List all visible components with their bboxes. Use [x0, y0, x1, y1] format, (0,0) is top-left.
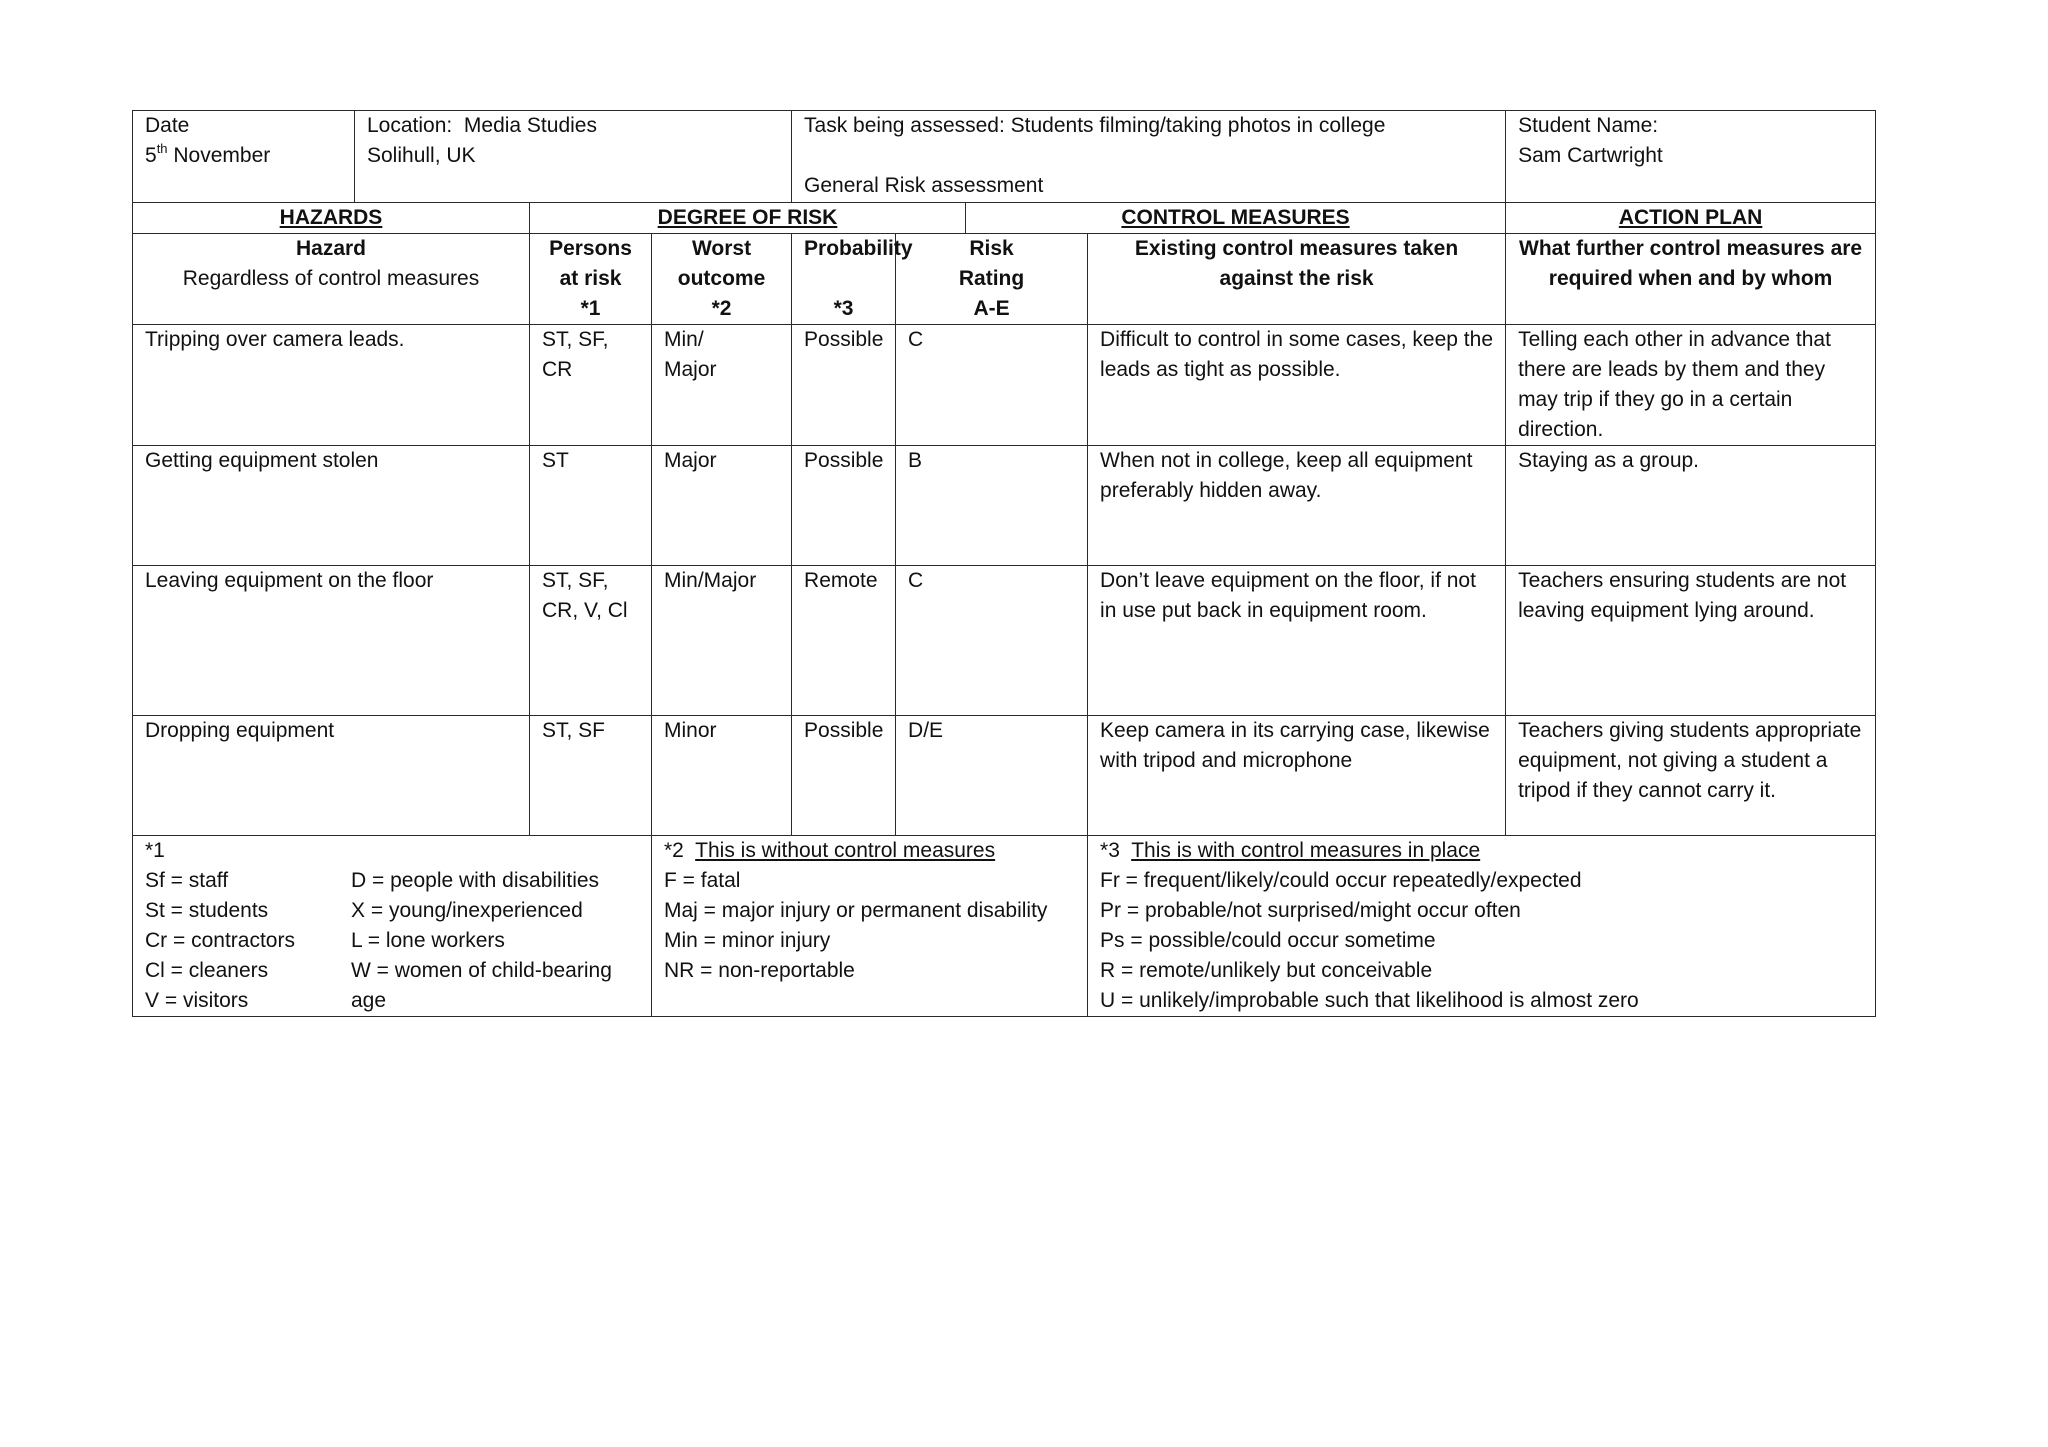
location-label: Location: Media Studies	[367, 114, 597, 137]
col-risk-rating: Risk Rating A-E	[896, 234, 1088, 325]
legend-row	[133, 836, 1876, 1017]
col-probability: Probability *3	[792, 234, 896, 325]
control-cell: Don’t leave equipment on the floor, if not in use put back in equipment room.	[1088, 566, 1506, 716]
probability-cell: Possible	[792, 716, 896, 836]
persons-cell: ST	[530, 446, 652, 566]
col-hazard	[133, 234, 530, 325]
control-cell: When not in college, keep all equipment preferably hidden away.	[1088, 446, 1506, 566]
legend-persons-key: *1 Sf = staff D = people with disabilities St = students X = young/inexperienced Cr = contractors L = lone workers Cl = cleaners W = women of child-bearing V = visitors age	[133, 836, 652, 1017]
probability-cell: Possible	[792, 325, 896, 446]
persons-cell: ST, SF	[530, 716, 652, 836]
col-worst-outcome: Worst outcome *2	[652, 234, 792, 325]
task-general: General Risk assessment	[804, 174, 1044, 197]
table-row	[133, 716, 1876, 836]
date-cell	[133, 111, 355, 203]
table-row	[133, 566, 1876, 716]
table-row	[133, 325, 1876, 446]
student-label: Student Name:	[1518, 114, 1659, 137]
legend-probability-key: *3 This is with control measures in place Fr = frequent/likely/could occur repeatedly/expected Pr = probable/not surprised/might occur often Ps = possible/could occur sometime R = remote/unlikely but conceivable U = unlikely/improbable such that likelihood is almost zero	[1088, 836, 1876, 1017]
probability-cell: Remote	[792, 566, 896, 716]
col-persons: Persons at risk *1	[530, 234, 652, 325]
rating-cell: C	[896, 566, 1088, 716]
worst-cell: Min/ Major	[652, 325, 792, 446]
student-name: Sam Cartwright	[1518, 144, 1663, 167]
action-cell: Teachers ensuring students are not leaving equipment lying around.	[1506, 566, 1876, 716]
rating-cell: C	[896, 325, 1088, 446]
hazard-cell: Tripping over camera leads.	[133, 325, 530, 446]
header-row	[133, 111, 1876, 203]
persons-cell: ST, SF, CR	[530, 325, 652, 446]
table-row	[133, 446, 1876, 566]
col-existing-control: Existing control measures taken against the risk	[1088, 234, 1506, 325]
rating-cell: B	[896, 446, 1088, 566]
worst-cell: Min/Major	[652, 566, 792, 716]
worst-cell: Major	[652, 446, 792, 566]
section-header-row	[133, 203, 1876, 234]
legend-outcome-key: *2 This is without control measures F = fatal Maj = major injury or permanent disability Min = minor injury NR = non-reportable	[652, 836, 1088, 1017]
column-header-row	[133, 234, 1876, 325]
location-city: Solihull, UK	[367, 144, 476, 167]
location-cell	[355, 111, 792, 203]
section-degree-of-risk: DEGREE OF RISK	[530, 203, 966, 234]
control-cell: Difficult to control in some cases, keep the leads as tight as possible.	[1088, 325, 1506, 446]
task-cell	[792, 111, 1506, 203]
rating-cell: D/E	[896, 716, 1088, 836]
task-label: Task being assessed: Students filming/taking photos in college	[804, 114, 1386, 137]
col-hazard-sub: Regardless of control measures	[182, 267, 480, 290]
section-control-measures: CONTROL MEASURES	[966, 203, 1506, 234]
action-cell: Teachers giving students appropriate equipment, not giving a student a tripod if they cannot carry it.	[1506, 716, 1876, 836]
persons-cell: ST, SF, CR, V, Cl	[530, 566, 652, 716]
action-cell: Staying as a group.	[1506, 446, 1876, 566]
probability-cell: Possible	[792, 446, 896, 566]
hazard-cell: Getting equipment stolen	[133, 446, 530, 566]
col-further-control: What further control measures are required when and by whom	[1506, 234, 1876, 325]
section-action-plan: ACTION PLAN	[1506, 203, 1876, 234]
risk-assessment-table	[132, 110, 1876, 1017]
col-hazard-title: Hazard	[295, 237, 367, 260]
control-cell: Keep camera in its carrying case, likewise with tripod and microphone	[1088, 716, 1506, 836]
student-cell	[1506, 111, 1876, 203]
hazard-cell: Leaving equipment on the floor	[133, 566, 530, 716]
section-hazards: HAZARDS	[133, 203, 530, 234]
worst-cell: Minor	[652, 716, 792, 836]
date-value: 5th November	[145, 141, 271, 167]
hazard-cell: Dropping equipment	[133, 716, 530, 836]
action-cell: Telling each other in advance that there are leads by them and they may trip if they go in a certain direction.	[1506, 325, 1876, 446]
date-label: Date	[145, 114, 190, 137]
